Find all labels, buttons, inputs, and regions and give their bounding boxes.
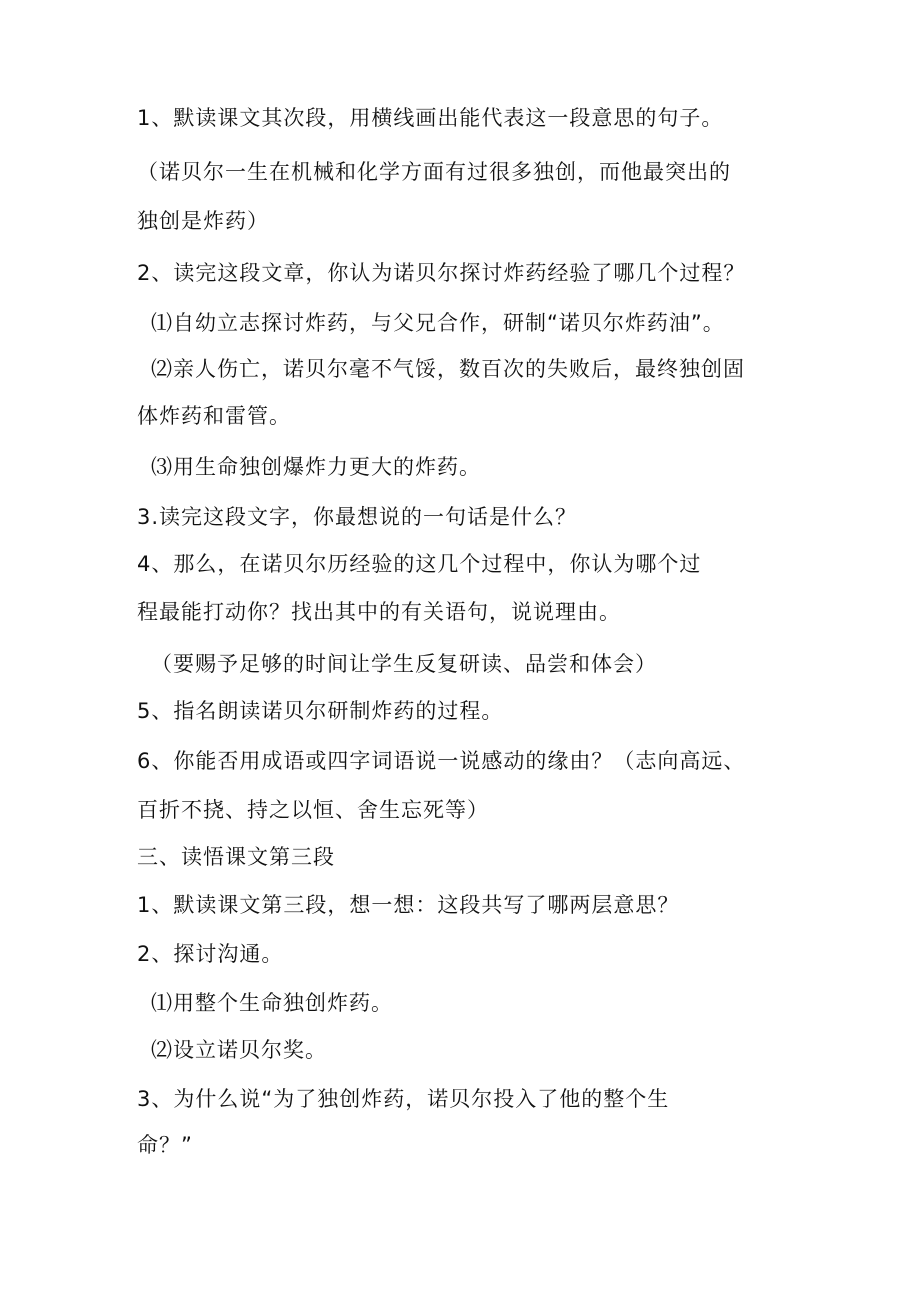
text-line-5: ⑴自幼立志探讨炸药，与父兄合作，研制“诺贝尔炸药油”。 bbox=[151, 311, 725, 335]
text-line-20: ⑵设立诺贝尔奖。 bbox=[151, 1038, 327, 1062]
text-line-4: 2、读完这段文章，你认为诺贝尔探讨炸药经验了哪几个过程？ bbox=[137, 261, 746, 285]
text-line-10: 4、那么，在诺贝尔历经验的这几个过程中，你认为哪个过 bbox=[137, 552, 702, 576]
text-line-22: 命？” bbox=[137, 1133, 193, 1157]
text-line-13: 5、指名朗读诺贝尔研制炸药的过程。 bbox=[137, 699, 504, 723]
section-heading: 三、读悟课文第三段 bbox=[137, 845, 335, 869]
text-line-6: ⑵亲人伤亡，诺贝尔毫不气馁，数百次的失败后，最终独创固 bbox=[151, 357, 745, 381]
text-line-17: 1、默读课文第三段，想一想：这段共写了哪两层意思？ bbox=[137, 893, 680, 917]
text-line-8: ⑶用生命独创爆炸力更大的炸药。 bbox=[151, 455, 481, 479]
text-line-15: 百折不挠、持之以恒、舍生忘死等） bbox=[137, 798, 489, 822]
text-line-19: ⑴用整个生命独创炸药。 bbox=[151, 991, 393, 1015]
text-line-12: （要赐予足够的时间让学生反复研读、品尝和体会） bbox=[151, 652, 657, 676]
text-line-21: 3、为什么说“为了独创炸药，诺贝尔投入了他的整个生 bbox=[137, 1087, 670, 1111]
text-line-7: 体炸药和雷管。 bbox=[137, 404, 291, 428]
text-line-2: （诺贝尔一生在机械和化学方面有过很多独创，而他最突出的 bbox=[137, 160, 731, 184]
text-line-9: 3.读完这段文字，你最想说的一句话是什么？ bbox=[137, 505, 578, 529]
text-line-11: 程最能打动你？找出其中的有关语句，说说理由。 bbox=[137, 600, 621, 624]
text-line-1: 1、默读课文其次段，用横线画出能代表这一段意思的句子。 bbox=[137, 106, 724, 130]
text-line-18: 2、探讨沟通。 bbox=[137, 942, 284, 966]
text-line-3: 独创是炸药） bbox=[137, 209, 269, 233]
text-line-14: 6、你能否用成语或四字词语说一说感动的缘由？（志向高远、 bbox=[137, 749, 746, 773]
